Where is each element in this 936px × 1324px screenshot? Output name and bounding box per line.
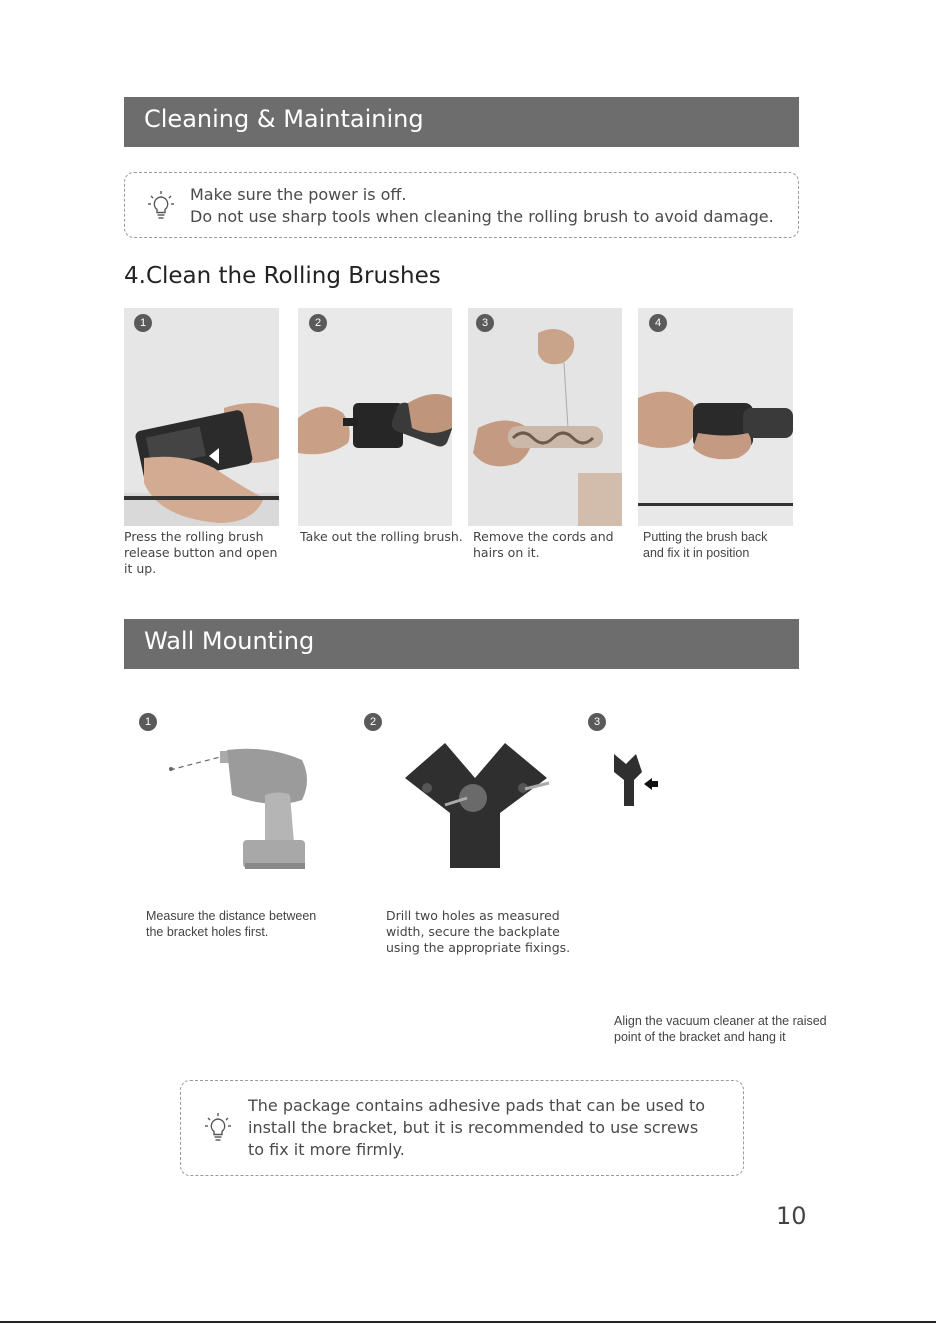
section-header-wall-mounting xyxy=(124,619,799,669)
wall-step-caption-1 xyxy=(146,908,316,940)
wall-bracket-illustration xyxy=(405,743,555,871)
page-number: 10 xyxy=(776,1202,807,1230)
caption-line: Measure the distance between xyxy=(146,909,317,923)
caption-line: width, secure the backplate xyxy=(386,924,560,939)
section-title: Cleaning & Maintaining xyxy=(144,105,424,133)
step-number: 1 xyxy=(134,314,152,332)
wall-step-caption-2 xyxy=(386,908,570,956)
step-number: 3 xyxy=(476,314,494,332)
notice-line: Make sure the power is off. xyxy=(190,185,407,204)
section-header-cleaning xyxy=(124,97,799,147)
caption-line: Take out the rolling brush. xyxy=(300,529,463,544)
step-photo-1 xyxy=(124,308,279,526)
wall-step-caption-3 xyxy=(614,1013,827,1045)
step-photo-3 xyxy=(468,308,622,526)
caption-line: it up. xyxy=(124,561,157,576)
caption-line: Putting the brush back xyxy=(643,530,768,544)
caption-line: Remove the cords and xyxy=(473,529,614,544)
caption-line: release button and open xyxy=(124,545,278,560)
caption-line: Align the vacuum cleaner at the raised xyxy=(614,1014,827,1028)
step-caption-3 xyxy=(473,529,614,561)
caption-line: Drill two holes as measured xyxy=(386,908,560,923)
step-number: 2 xyxy=(364,713,382,731)
caption-line: hairs on it. xyxy=(473,545,540,560)
page-bottom-rule xyxy=(0,1321,936,1323)
step-caption-4 xyxy=(643,529,767,561)
caption-line: point of the bracket and hang it xyxy=(614,1030,786,1044)
lightbulb-icon xyxy=(204,1112,232,1144)
step-photo-4 xyxy=(638,308,793,526)
step-photo-2 xyxy=(298,308,452,526)
step-number: 4 xyxy=(649,314,667,332)
subsection-heading: 4.Clean the Rolling Brushes xyxy=(124,263,441,289)
notice-line: The package contains adhesive pads that can be used to xyxy=(248,1096,706,1115)
safety-notice xyxy=(124,172,799,238)
caption-line: the bracket holes first. xyxy=(146,925,269,939)
mounting-notice xyxy=(180,1080,744,1176)
section-title: Wall Mounting xyxy=(144,627,315,655)
notice-line: Do not use sharp tools when cleaning the rolling brush to avoid damage. xyxy=(190,207,774,226)
drill-illustration xyxy=(165,745,320,875)
notice-line: install the bracket, but it is recommended to use screws xyxy=(248,1118,699,1137)
step-caption-2 xyxy=(300,529,463,545)
step-caption-1 xyxy=(124,529,277,577)
caption-line: and fix it in position xyxy=(643,546,750,560)
caption-line: Press the rolling brush xyxy=(124,529,264,544)
hang-vacuum-illustration xyxy=(612,752,662,808)
step-number: 2 xyxy=(309,314,327,332)
step-number: 3 xyxy=(588,713,606,731)
lightbulb-icon xyxy=(147,190,175,222)
caption-line: using the appropriate fixings. xyxy=(386,940,571,955)
step-number: 1 xyxy=(139,713,157,731)
notice-line: to fix it more firmly. xyxy=(248,1140,405,1159)
